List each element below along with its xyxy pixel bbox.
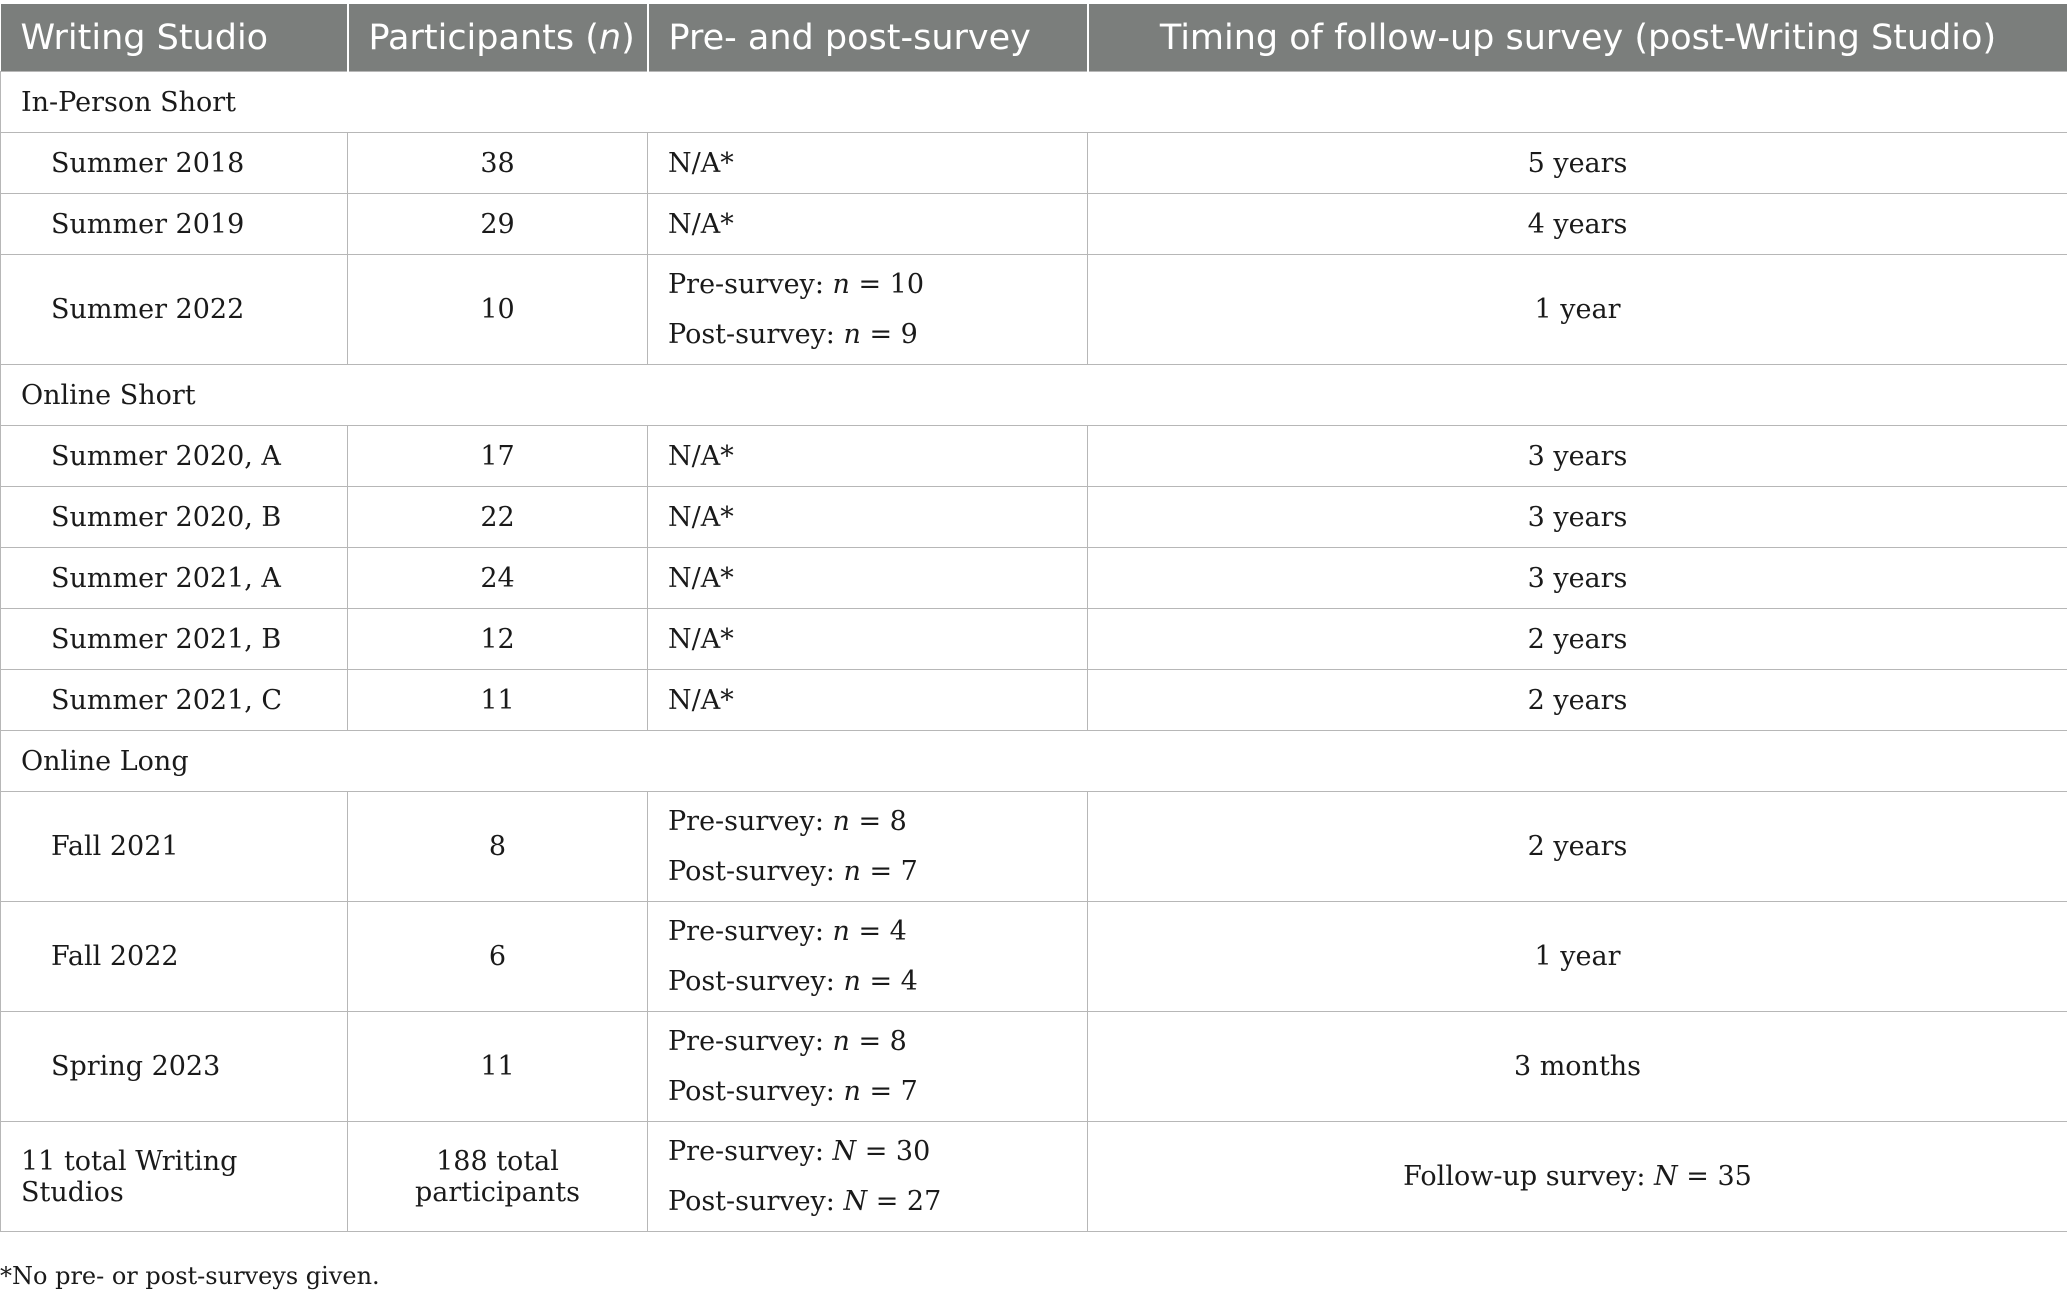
table-row (1, 792, 2067, 902)
group-row-in-person-short (1, 72, 2067, 133)
timing-cell: 3 years (1088, 487, 2067, 548)
timing-cell: 2 years (1088, 792, 2067, 902)
table-row (1, 426, 2067, 487)
post-survey-var: n (843, 1075, 861, 1107)
header-writing-studio: Writing Studio (1, 4, 348, 72)
table-row (1, 487, 2067, 548)
pre-survey-line (668, 797, 1067, 847)
studio-cell: Summer 2018 (1, 133, 348, 194)
post-survey-var: n (843, 965, 861, 997)
pre-survey-line (668, 1127, 1067, 1177)
studio-cell: Summer 2021, B (1, 609, 348, 670)
studio-cell: Summer 2020, B (1, 487, 348, 548)
participants-cell: 29 (348, 194, 648, 255)
group-row-online-short (1, 365, 2067, 426)
timing-cell: 1 year (1088, 902, 2067, 1012)
timing-cell: 2 years (1088, 670, 2067, 731)
post-survey-value: = 7 (860, 855, 918, 887)
table-row (1, 133, 2067, 194)
participants-cell: 6 (348, 902, 648, 1012)
post-survey-line (668, 1067, 1067, 1117)
table-row (1, 548, 2067, 609)
header-participants-prefix: Participants ( (368, 17, 599, 58)
follow-up-label: Follow-up survey: (1403, 1161, 1655, 1192)
pre-survey-line (668, 260, 1067, 310)
pre-survey-var: n (832, 915, 850, 947)
table-row (1, 902, 2067, 1012)
total-timing-cell (1088, 1122, 2067, 1232)
table-footnote: *No pre- or post-surveys given. (0, 1262, 380, 1290)
pre-survey-var: N (832, 1135, 857, 1167)
pre-survey-label: Pre-survey: (668, 915, 833, 947)
post-survey-line (668, 847, 1067, 897)
survey-cell: N/A* (648, 133, 1088, 194)
group-row-online-long (1, 731, 2067, 792)
follow-up-var: N (1654, 1161, 1678, 1192)
timing-cell: 4 years (1088, 194, 2067, 255)
participants-cell: 11 (348, 670, 648, 731)
group-label: Online Short (1, 365, 2067, 426)
studio-cell: Summer 2022 (1, 255, 348, 365)
post-survey-label: Post-survey: (668, 855, 844, 887)
participants-cell: 11 (348, 1012, 648, 1122)
post-survey-value: = 27 (867, 1185, 942, 1217)
pre-survey-label: Pre-survey: (668, 268, 833, 300)
survey-cell: N/A* (648, 487, 1088, 548)
post-survey-value: = 9 (860, 318, 918, 350)
post-survey-line (668, 1177, 1067, 1227)
timing-cell: 3 months (1088, 1012, 2067, 1122)
pre-survey-line (668, 907, 1067, 957)
participants-cell: 17 (348, 426, 648, 487)
survey-cell: N/A* (648, 426, 1088, 487)
post-survey-value: = 7 (860, 1075, 918, 1107)
participants-cell: 10 (348, 255, 648, 365)
header-participants-suffix: ) (621, 17, 635, 58)
post-survey-label: Post-survey: (668, 1075, 844, 1107)
follow-up-value: = 35 (1677, 1161, 1752, 1192)
total-participants-cell: 188 total participants (348, 1122, 648, 1232)
post-survey-value: = 4 (860, 965, 918, 997)
survey-cell (648, 902, 1088, 1012)
group-label: Online Long (1, 731, 2067, 792)
participants-cell: 12 (348, 609, 648, 670)
participants-cell: 22 (348, 487, 648, 548)
survey-cell: N/A* (648, 194, 1088, 255)
pre-survey-var: n (832, 268, 850, 300)
pre-survey-label: Pre-survey: (668, 805, 833, 837)
timing-cell: 5 years (1088, 133, 2067, 194)
pre-survey-label: Pre-survey: (668, 1025, 833, 1057)
header-participants-n: n (598, 17, 622, 58)
pre-survey-value: = 4 (849, 915, 907, 947)
studio-cell: Summer 2019 (1, 194, 348, 255)
total-survey-cell (648, 1122, 1088, 1232)
timing-cell: 1 year (1088, 255, 2067, 365)
pre-survey-var: n (832, 805, 850, 837)
post-survey-var: N (843, 1185, 868, 1217)
timing-cell: 3 years (1088, 548, 2067, 609)
post-survey-label: Post-survey: (668, 1185, 844, 1217)
total-row (1, 1122, 2067, 1232)
post-survey-var: n (843, 318, 861, 350)
survey-cell (648, 792, 1088, 902)
studio-cell: Summer 2020, A (1, 426, 348, 487)
studio-cell: Fall 2021 (1, 792, 348, 902)
table-row (1, 255, 2067, 365)
post-survey-var: n (843, 855, 861, 887)
writing-studio-table (0, 4, 2067, 1232)
participants-cell: 8 (348, 792, 648, 902)
post-survey-line (668, 310, 1067, 360)
survey-cell: N/A* (648, 548, 1088, 609)
pre-survey-value: = 8 (849, 1025, 907, 1057)
timing-cell: 3 years (1088, 426, 2067, 487)
survey-cell (648, 1012, 1088, 1122)
header-participants (348, 4, 648, 72)
header-pre-post-survey: Pre- and post-survey (648, 4, 1088, 72)
post-survey-label: Post-survey: (668, 965, 844, 997)
participants-cell: 38 (348, 133, 648, 194)
studio-cell: Summer 2021, A (1, 548, 348, 609)
studio-cell: Fall 2022 (1, 902, 348, 1012)
studio-cell: Summer 2021, C (1, 670, 348, 731)
table-row (1, 1012, 2067, 1122)
studio-cell: Spring 2023 (1, 1012, 348, 1122)
table-container (0, 4, 2067, 1232)
survey-cell: N/A* (648, 670, 1088, 731)
survey-cell (648, 255, 1088, 365)
pre-survey-value: = 10 (849, 268, 925, 300)
header-timing: Timing of follow-up survey (post-Writing Studio) (1088, 4, 2067, 72)
group-label: In-Person Short (1, 72, 2067, 133)
participants-cell: 24 (348, 548, 648, 609)
pre-survey-line (668, 1017, 1067, 1067)
table-row (1, 670, 2067, 731)
table-row (1, 609, 2067, 670)
post-survey-label: Post-survey: (668, 318, 844, 350)
post-survey-line (668, 957, 1067, 1007)
timing-cell: 2 years (1088, 609, 2067, 670)
table-row (1, 194, 2067, 255)
pre-survey-var: n (832, 1025, 850, 1057)
table-header-row (1, 4, 2067, 72)
survey-cell: N/A* (648, 609, 1088, 670)
pre-survey-value: = 8 (849, 805, 907, 837)
pre-survey-value: = 30 (856, 1135, 931, 1167)
total-studios-cell: 11 total Writing Studios (1, 1122, 348, 1232)
pre-survey-label: Pre-survey: (668, 1135, 833, 1167)
